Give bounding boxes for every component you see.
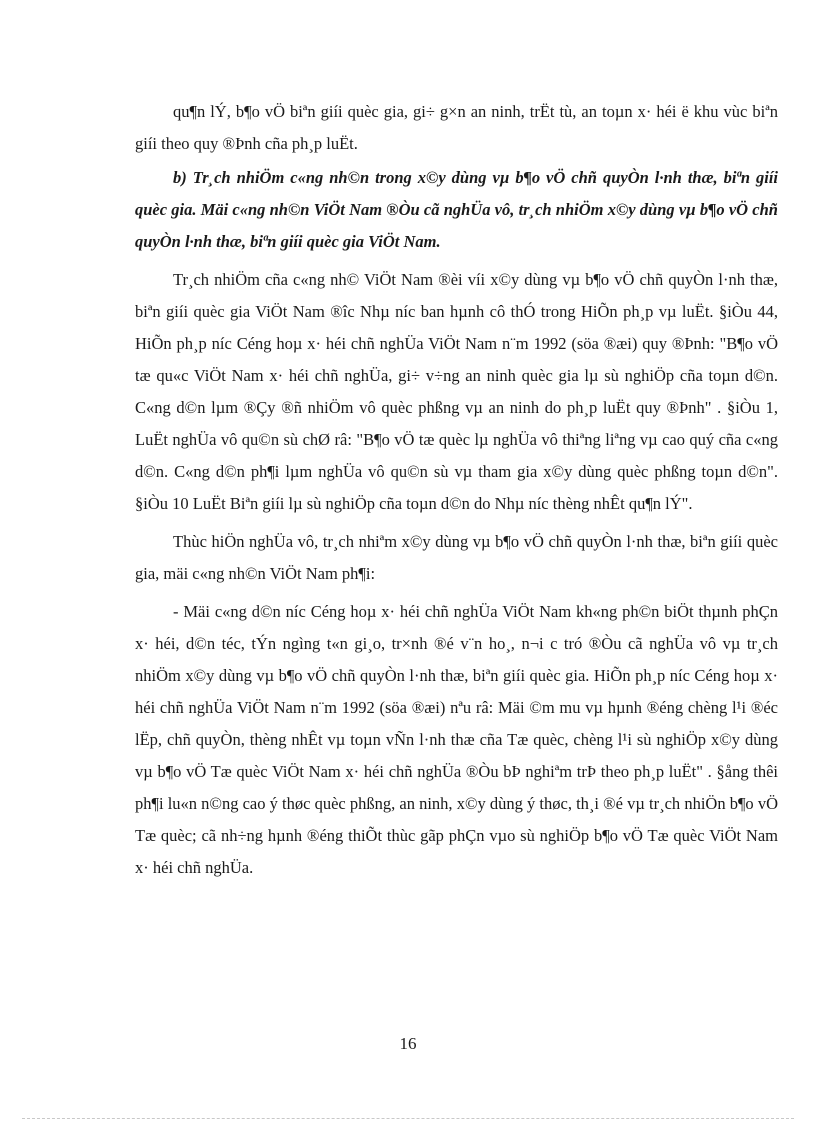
page-bottom-divider (22, 1118, 794, 1119)
paragraph-all-citizens: - Mäi c«ng d©n níc Céng hoµ x· héi chñ nghÜa ViÖt Nam kh«ng ph©n biÖt thµnh phÇn x· héi, d©n téc, tÝn ngìng t«n gi¸o, tr×nh ®é v¨n ho¸, n¬i c tró ®Òu cã nghÜa vô vµ tr¸ch nhiÖm x©y dùng vµ b¶o vÖ chñ quyÒn l·nh thæ, biªn giíi quèc gia. HiÕn ph¸p níc Céng hoµ x· héi chñ nghÜa ViÖt Nam n¨m 1992 (söa ®æi) nªu râ: Mäi ©m mu vµ hµnh ®éng chèng l¹i ®éc lËp, chñ quyÒn, thèng nhÊt vµ toµn vÑn l·nh thæ cña Tæ quèc, chèng l¹i sù nghiÖp x©y dùng vµ b¶o vÖ Tæ quèc ViÖt Nam x· héi chñ nghÜa ®Òu bÞ nghiªm trÞ theo ph¸p luËt" . §ång thêi ph¶i lu«n n©ng cao ý thøc quèc phßng, an ninh, x©y dùng ý thøc, th¸i ®é vµ tr¸ch nhiÖn b¶o vÖ Tæ quèc; cã nh÷ng hµnh ®éng thiÕt thùc gãp phÇn vµo sù nghiÖp b¶o vÖ Tæ quèc ViÖt Nam x· héi chñ nghÜa. (135, 602, 778, 877)
paragraph-fulfilling-duty: Thùc hiÖn nghÜa vô, tr¸ch nhiªm x©y dùng vµ b¶o vÖ chñ quyÒn l·nh thæ, biªn giíi quèc gia, mäi c«ng nh©n ViÖt Nam ph¶i: (135, 532, 778, 583)
section-heading-b: b) Tr¸ch nhiÖm c«ng nh©n trong x©y dùng vµ b¶o vÖ chñ quyÒn l·nh thæ, biªn giíi quèc gia. Mäi c«ng nh©n ViÖt Nam ®Òu cã nghÜa vô, tr¸ch nhiÖm x©y dùng vµ b¶o vÖ chñ quyÒn l·nh thæ, biªn giíi quèc gia ViÖt Nam. (135, 168, 778, 251)
paragraph-border-management: qu¶n lÝ, b¶o vÖ biªn giíi quèc gia, gi÷ g×n an ninh, trËt tù, an toµn x· héi ë khu vùc biªn giíi theo quy ®Þnh cña ph¸p luËt. (135, 102, 778, 153)
paragraph-citizen-responsibility: Tr¸ch nhiÖm cña c«ng nh© ViÖt Nam ®èi víi x©y dùng vµ b¶o vÖ chñ quyÒn l·nh thæ, biªn giíi quèc gia ViÖt Nam ®îc Nhµ níc ban hµnh cô thÓ trong HiÕn ph¸p vµ luËt. §iÒu 44, HiÕn ph¸p níc Céng hoµ x· héi chñ nghÜa ViÖt Nam n¨m 1992 (söa ®æi) quy ®Þnh: "B¶o vÖ tæ qu«c ViÖt Nam x· héi chñ nghÜa, gi÷ v÷ng an ninh quèc gia lµ sù nghiÖp cña toµn d©n. C«ng d©n lµm ®Çy ®ñ nhiÖm vô quèc phßng vµ an ninh do ph¸p luËt quy ®Þnh" . §iÒu 1, LuËt nghÜa vô qu©n sù chØ râ: "B¶o vÖ tæ quèc lµ nghÜa vô thiªng liªng vµ cao quý cña c«ng d©n. C«ng d©n ph¶i lµm nghÜa vô qu©n sù vµ tham gia x©y dùng quèc phßng toµn d©n". §iÒu 10 LuËt Biªn giíi lµ sù nghiÖp cña toµn d©n do Nhµ níc thèng nhÊt qu¶n lÝ". (135, 270, 778, 513)
page-number: 16 (399, 1034, 417, 1053)
page-body (135, 96, 778, 884)
